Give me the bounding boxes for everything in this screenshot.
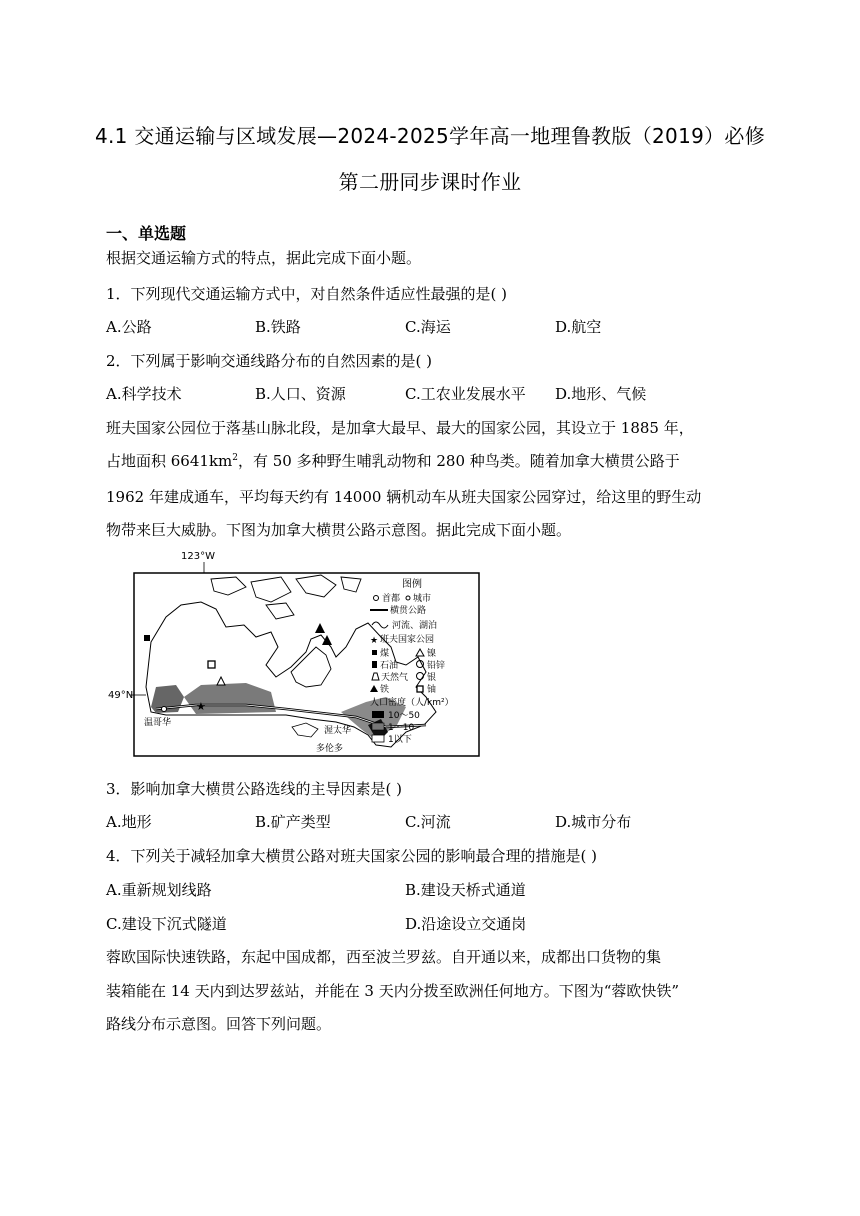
q3-option-b: B.矿产类型 (255, 813, 331, 831)
city-vancouver-dot (162, 707, 167, 712)
q4-option-b: B.建设天桥式通道 (405, 881, 526, 899)
q3-option-a: A.地形 (106, 813, 152, 831)
svg-text:★: ★ (370, 636, 379, 646)
uranium-symbol (208, 661, 215, 668)
q3-option-c: C.河流 (405, 813, 451, 831)
q1-option-c: C.海运 (405, 318, 451, 336)
svg-text:镍: 镍 (427, 649, 437, 659)
passage3-line1: 蓉欧国际快速铁路，东起中国成都，西至波兰罗兹。自开通以来，成都出口货物的集 (106, 948, 662, 966)
q4-option-d: D.沿途设立交通岗 (405, 915, 527, 933)
svg-text:石油: 石油 (380, 661, 399, 671)
svg-text:银: 银 (427, 673, 437, 683)
passage2-line4: 物带来巨大威胁。下图为加拿大横贯公路示意图。据此完成下面小题。 (106, 521, 572, 539)
svg-text:10～50: 10～50 (388, 711, 420, 721)
q2-option-c: C.工农业发展水平 (405, 385, 526, 403)
svg-text:铅锌: 铅锌 (427, 661, 446, 671)
q2-option-d: D.地形、气候 (555, 385, 647, 403)
latitude-label: 49°N (108, 690, 134, 701)
svg-text:铀: 铀 (427, 685, 437, 695)
passage2-line3: 1962 年建成通车，平均每天约有 14000 辆机动车从班夫国家公园穿过，给这里的野生动 (106, 488, 702, 506)
svg-text:铁: 铁 (380, 685, 390, 695)
intro-text: 根据交通运输方式的特点，据此完成下面小题。 (106, 249, 422, 267)
svg-text:河流、湖泊: 河流、湖泊 (392, 621, 438, 631)
passage2-line2: 占地面积 $6641km^2$，有 50 多种野生哺乳动物和 280 种鸟类。随着加拿大横贯公路于 (106, 452, 680, 470)
canada-highway-map (106, 547, 492, 760)
svg-text:1以下: 1以下 (388, 735, 412, 745)
svg-text:班夫国家公园: 班夫国家公园 (380, 635, 435, 645)
svg-text:人口密度（人/km²）: 人口密度（人/km²） (370, 698, 454, 708)
q4-option-a: A.重新规划线路 (106, 881, 212, 899)
passage3-line3: 路线分布示意图。回答下列问题。 (106, 1015, 332, 1033)
svg-text:城市: 城市 (413, 594, 432, 604)
doc-title-line1: 4.1 交通运输与区域发展—2024-2025学年高一地理鲁教版（2019）必修 (94, 124, 766, 148)
q2-option-a: A.科学技术 (106, 385, 182, 403)
section-title: 一、单选题 (106, 224, 187, 243)
svg-text:图例: 图例 (402, 579, 422, 590)
svg-text:首都: 首都 (382, 594, 401, 604)
longitude-label: 123°W (181, 551, 215, 562)
q4-option-c: C.建设下沉式隧道 (106, 915, 227, 933)
q1-option-a: A.公路 (106, 318, 152, 336)
q2-option-b: B.人口、资源 (255, 385, 346, 403)
svg-text:煤: 煤 (380, 649, 390, 659)
city-ottawa-label: 渥太华 (324, 726, 352, 736)
question-4-stem: 4．下列关于减轻加拿大横贯公路对班夫国家公园的影响最合理的措施是( ) (106, 847, 598, 865)
doc-title-line2: 第二册同步课时作业 (338, 170, 522, 194)
svg-text:横贯公路: 横贯公路 (390, 606, 427, 616)
banff-park-icon: ★ (196, 700, 206, 713)
city-vancouver-label: 温哥华 (144, 718, 172, 728)
svg-text:天然气: 天然气 (381, 673, 409, 683)
coal-symbol (144, 635, 150, 641)
q1-option-d: D.航空 (555, 318, 602, 336)
question-2-stem: 2．下列属于影响交通线路分布的自然因素的是( ) (106, 352, 433, 370)
city-toronto-label: 多伦多 (316, 744, 344, 754)
question-3-stem: 3．影响加拿大横贯公路选线的主导因素是( ) (106, 780, 403, 798)
q1-option-b: B.铁路 (255, 318, 301, 336)
q3-option-d: D.城市分布 (555, 813, 632, 831)
svg-text:1～10: 1～10 (388, 723, 415, 733)
passage2-line1: 班夫国家公园位于落基山脉北段，是加拿大最早、最大的国家公园，其设立于 1885 年， (106, 419, 694, 437)
passage3-line2: 装箱能在 14 天内到达罗兹站，并能在 3 天内分拨至欧洲任何地方。下图为“蓉欧快铁” (106, 982, 680, 1000)
question-1-stem: 1．下列现代交通运输方式中，对自然条件适应性最强的是( ) (106, 285, 508, 303)
